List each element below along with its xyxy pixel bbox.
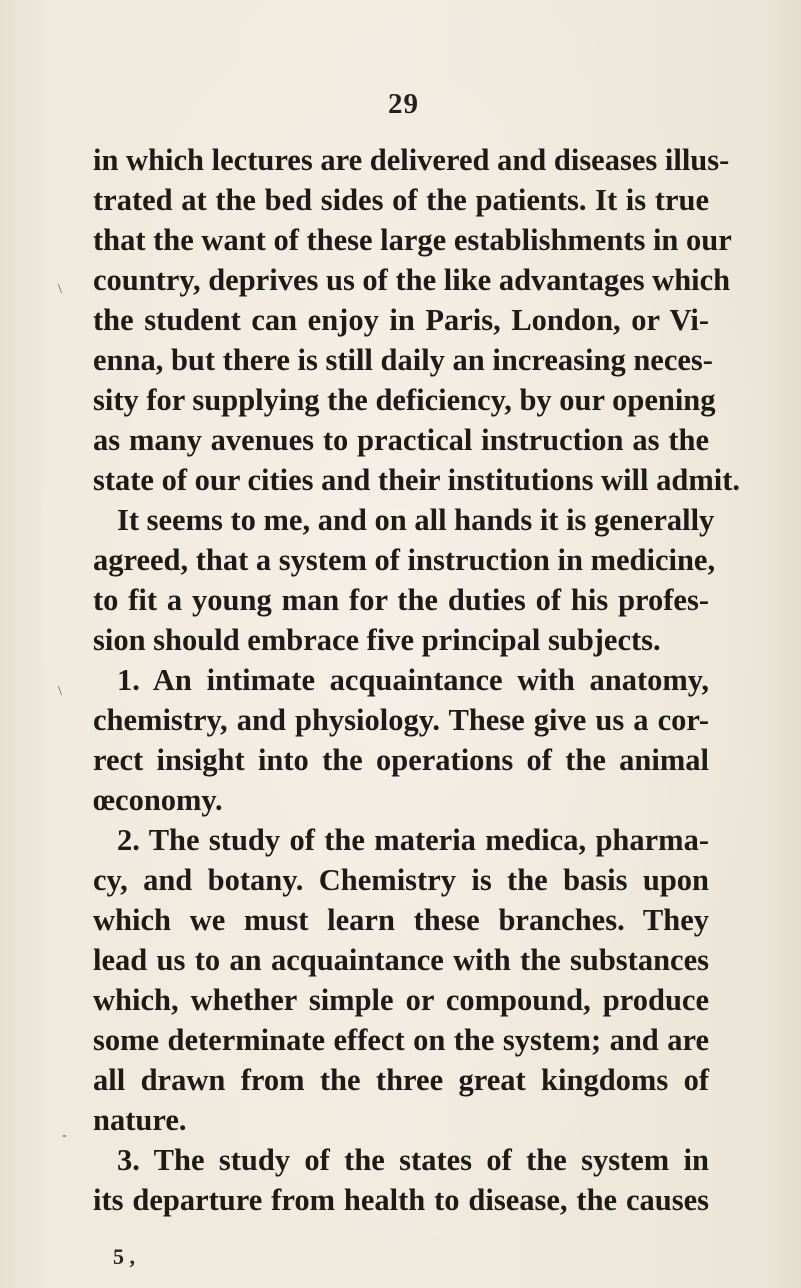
text-line: 3. The study of the states of the system in	[117, 1143, 709, 1177]
text-line: enna, but there is still daily an increasing neces-	[93, 343, 713, 377]
text-line: which, whether simple or compound, produce	[93, 983, 709, 1017]
text-line: in which lectures are delivered and diseases illus-	[93, 143, 730, 177]
text-line: state of our cities and their institutions will admit.	[93, 463, 741, 497]
text-line: 2. The study of the materia medica, pharma-	[117, 823, 709, 857]
text-line: which we must learn these branches. They	[93, 903, 709, 937]
text-line: country, deprives us of the like advantages which	[93, 263, 731, 297]
text-line: sity for supplying the deficiency, by our opening	[93, 383, 716, 417]
text-line: trated at the bed sides of the patients. It is true	[93, 183, 709, 217]
text-line: œconomy.	[93, 783, 223, 817]
text-line: as many avenues to practical instruction as the	[93, 423, 709, 457]
text-line: rect insight into the operations of the animal	[93, 743, 709, 777]
text-line: It seems to me, and on all hands it is generally	[117, 503, 715, 537]
text-line: some determinate effect on the system; and are	[93, 1023, 709, 1057]
text-line: nature.	[93, 1103, 187, 1137]
margin-mark: -	[62, 1128, 67, 1143]
text-line: lead us to an acquaintance with the substances	[93, 943, 709, 977]
text-line: 1. An intimate acquaintance with anatomy,	[117, 663, 709, 697]
page-number: 29	[388, 88, 419, 120]
text-line: its departure from health to disease, the causes	[93, 1183, 709, 1217]
text-line: cy, and botany. Chemistry is the basis upon	[93, 863, 709, 897]
text-line: the student can enjoy in Paris, London, or Vi-	[93, 303, 709, 337]
text-line: chemistry, and physiology. These give us a cor-	[93, 703, 709, 737]
text-line: agreed, that a system of instruction in medicine,	[93, 543, 716, 577]
text-line: sion should embrace five principal subjects.	[93, 623, 661, 657]
text-line: all drawn from the three great kingdoms of	[93, 1063, 709, 1097]
signature-mark: 5 ,	[113, 1244, 135, 1269]
text-line: that the want of these large establishments in our	[93, 223, 732, 257]
margin-mark: \	[58, 684, 62, 699]
text-line: to fit a young man for the duties of his profes-	[93, 583, 709, 617]
margin-mark: \	[58, 282, 62, 297]
